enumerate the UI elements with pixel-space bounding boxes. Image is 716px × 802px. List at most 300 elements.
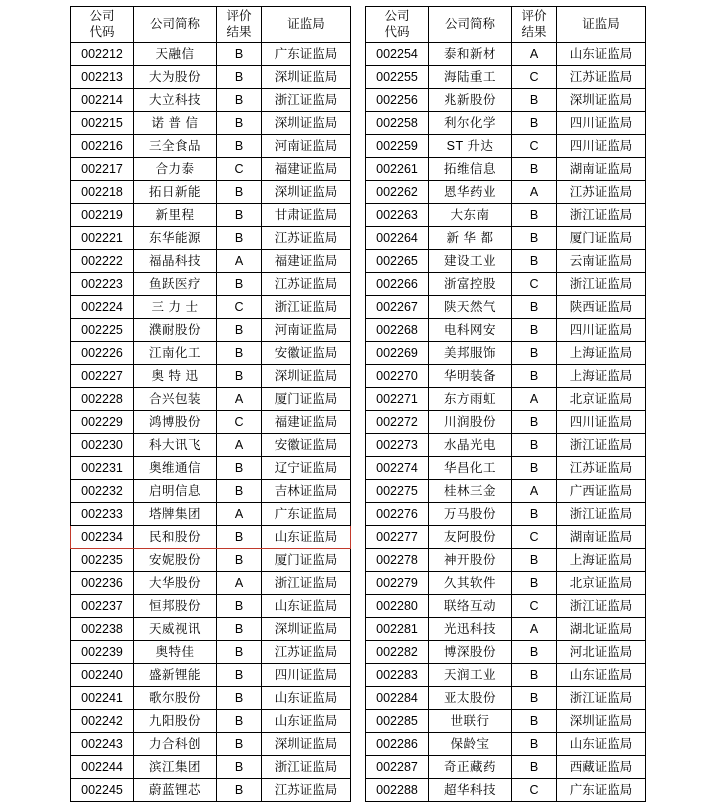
table-row [366, 779, 646, 802]
header-rating-result [217, 7, 262, 43]
table-row [366, 664, 646, 687]
cell-bureau: 深圳证监局 [262, 181, 351, 204]
cell-company-name: 濮耐股份 [134, 319, 217, 342]
cell-rating-result: B [217, 641, 262, 664]
table-row [366, 204, 646, 227]
cell-bureau: 河南证监局 [262, 135, 351, 158]
table-row [71, 365, 351, 388]
cell-company-name: 合兴包装 [134, 388, 217, 411]
cell-bureau: 山东证监局 [262, 526, 351, 549]
cell-company-code: 002219 [71, 204, 134, 227]
table-row [366, 710, 646, 733]
table-row [366, 526, 646, 549]
cell-rating-result: B [512, 158, 557, 181]
cell-rating-result: B [512, 204, 557, 227]
table-row [366, 135, 646, 158]
cell-company-code: 002229 [71, 411, 134, 434]
cell-rating-result: B [217, 756, 262, 779]
cell-company-code: 002222 [71, 250, 134, 273]
cell-company-code: 002262 [366, 181, 429, 204]
cell-company-name: 新里程 [134, 204, 217, 227]
cell-company-name: 友阿股份 [429, 526, 512, 549]
cell-rating-result: B [217, 365, 262, 388]
cell-bureau: 北京证监局 [557, 388, 646, 411]
cell-rating-result: B [217, 733, 262, 756]
table-row [366, 158, 646, 181]
cell-bureau: 浙江证监局 [262, 296, 351, 319]
cell-rating-result: B [512, 434, 557, 457]
cell-rating-result: B [512, 319, 557, 342]
cell-bureau: 福建证监局 [262, 411, 351, 434]
table-row [71, 457, 351, 480]
cell-rating-result: B [512, 756, 557, 779]
cell-rating-result: B [217, 66, 262, 89]
cell-rating-result: C [512, 779, 557, 802]
cell-company-name: 塔牌集团 [134, 503, 217, 526]
cell-rating-result: B [512, 549, 557, 572]
rating-table-right [365, 6, 646, 802]
cell-company-name: 川润股份 [429, 411, 512, 434]
cell-company-name: 奥特佳 [134, 641, 217, 664]
cell-company-name: 桂林三金 [429, 480, 512, 503]
table-row [366, 388, 646, 411]
cell-company-code: 002258 [366, 112, 429, 135]
cell-company-name: 力合科创 [134, 733, 217, 756]
cell-bureau: 云南证监局 [557, 250, 646, 273]
cell-company-name: 江南化工 [134, 342, 217, 365]
table-row [71, 733, 351, 756]
table-row [366, 365, 646, 388]
cell-company-code: 002270 [366, 365, 429, 388]
cell-company-name: 大华股份 [134, 572, 217, 595]
cell-rating-result: B [217, 549, 262, 572]
cell-company-name: 万马股份 [429, 503, 512, 526]
cell-company-code: 002233 [71, 503, 134, 526]
cell-bureau: 湖北证监局 [557, 618, 646, 641]
cell-company-code: 002272 [366, 411, 429, 434]
table-row [366, 457, 646, 480]
cell-rating-result: B [217, 526, 262, 549]
cell-company-name: 天威视讯 [134, 618, 217, 641]
cell-company-name: 美邦服饰 [429, 342, 512, 365]
cell-bureau: 浙江证监局 [262, 756, 351, 779]
table-row [71, 618, 351, 641]
cell-company-name: ST 升达 [429, 135, 512, 158]
table-row [366, 43, 646, 66]
header-company-code [366, 7, 429, 43]
cell-rating-result: A [217, 250, 262, 273]
cell-company-name: 九阳股份 [134, 710, 217, 733]
cell-rating-result: B [217, 457, 262, 480]
cell-company-code: 002230 [71, 434, 134, 457]
cell-bureau: 安徽证监局 [262, 342, 351, 365]
cell-company-name: 滨江集团 [134, 756, 217, 779]
table-row [366, 480, 646, 503]
cell-company-code: 002256 [366, 89, 429, 112]
cell-company-name: 新 华 都 [429, 227, 512, 250]
cell-company-code: 002275 [366, 480, 429, 503]
cell-company-code: 002236 [71, 572, 134, 595]
cell-company-name: 安妮股份 [134, 549, 217, 572]
cell-company-code: 002282 [366, 641, 429, 664]
cell-rating-result: B [512, 503, 557, 526]
cell-company-code: 002273 [366, 434, 429, 457]
cell-company-code: 002216 [71, 135, 134, 158]
cell-company-code: 002255 [366, 66, 429, 89]
cell-bureau: 福建证监局 [262, 250, 351, 273]
cell-bureau: 河南证监局 [262, 319, 351, 342]
table-body-right [366, 43, 646, 802]
cell-company-name: 恩华药业 [429, 181, 512, 204]
cell-bureau: 山东证监局 [262, 687, 351, 710]
cell-bureau: 山东证监局 [557, 664, 646, 687]
table-row [366, 227, 646, 250]
cell-company-name: 神开股份 [429, 549, 512, 572]
cell-rating-result: B [512, 457, 557, 480]
cell-bureau: 深圳证监局 [262, 365, 351, 388]
cell-company-code: 002286 [366, 733, 429, 756]
table-row [71, 89, 351, 112]
table-row [366, 641, 646, 664]
cell-bureau: 厦门证监局 [262, 388, 351, 411]
cell-company-name: 科大讯飞 [134, 434, 217, 457]
table-header-left [71, 7, 351, 43]
cell-bureau: 浙江证监局 [262, 89, 351, 112]
cell-bureau: 福建证监局 [262, 158, 351, 181]
header-row [366, 7, 646, 43]
table-row [71, 296, 351, 319]
table-row [366, 687, 646, 710]
cell-company-code: 002223 [71, 273, 134, 296]
table-row [366, 296, 646, 319]
cell-rating-result: C [512, 595, 557, 618]
cell-rating-result: B [217, 227, 262, 250]
cell-bureau: 深圳证监局 [557, 710, 646, 733]
cell-bureau: 北京证监局 [557, 572, 646, 595]
table-row [366, 756, 646, 779]
cell-rating-result: A [512, 618, 557, 641]
cell-company-code: 002234 [71, 526, 134, 549]
cell-bureau: 江苏证监局 [557, 457, 646, 480]
table-header-right [366, 7, 646, 43]
cell-company-code: 002274 [366, 457, 429, 480]
tables-container [0, 6, 716, 802]
cell-company-code: 002279 [366, 572, 429, 595]
cell-company-code: 002245 [71, 779, 134, 802]
table-row [71, 526, 351, 549]
cell-company-name: 华明装备 [429, 365, 512, 388]
cell-bureau: 山东证监局 [262, 595, 351, 618]
cell-rating-result: B [512, 250, 557, 273]
cell-bureau: 浙江证监局 [557, 503, 646, 526]
cell-company-code: 002243 [71, 733, 134, 756]
table-row [366, 549, 646, 572]
cell-company-code: 002280 [366, 595, 429, 618]
table-row [71, 388, 351, 411]
cell-company-name: 三 力 士 [134, 296, 217, 319]
cell-company-code: 002231 [71, 457, 134, 480]
cell-bureau: 浙江证监局 [557, 595, 646, 618]
cell-rating-result: B [512, 342, 557, 365]
cell-company-name: 大为股份 [134, 66, 217, 89]
cell-bureau: 江苏证监局 [557, 66, 646, 89]
table-row [71, 710, 351, 733]
cell-company-name: 浙富控股 [429, 273, 512, 296]
table-row [71, 480, 351, 503]
table-row [366, 618, 646, 641]
table-row [71, 227, 351, 250]
cell-rating-result: C [512, 66, 557, 89]
cell-company-name: 电科网安 [429, 319, 512, 342]
cell-company-name: 光迅科技 [429, 618, 512, 641]
cell-company-code: 002228 [71, 388, 134, 411]
table-row [71, 342, 351, 365]
table-row [366, 733, 646, 756]
cell-company-code: 002225 [71, 319, 134, 342]
cell-company-name: 联络互动 [429, 595, 512, 618]
cell-company-code: 002214 [71, 89, 134, 112]
cell-company-name: 陕天然气 [429, 296, 512, 319]
header-company-code-line1: 公司 [384, 9, 410, 23]
cell-bureau: 四川证监局 [557, 135, 646, 158]
cell-rating-result: C [512, 135, 557, 158]
header-rating-result-line2: 结果 [226, 24, 252, 39]
header-company-code-line1: 公司 [89, 9, 115, 23]
header-bureau: 证监局 [557, 7, 646, 43]
cell-bureau: 四川证监局 [262, 664, 351, 687]
cell-company-code: 002267 [366, 296, 429, 319]
cell-rating-result: B [217, 618, 262, 641]
cell-bureau: 厦门证监局 [262, 549, 351, 572]
table-row [366, 66, 646, 89]
cell-company-code: 002227 [71, 365, 134, 388]
cell-bureau: 深圳证监局 [262, 112, 351, 135]
header-rating-result-line1: 评价 [226, 9, 252, 23]
cell-bureau: 浙江证监局 [557, 204, 646, 227]
table-row [71, 756, 351, 779]
cell-company-name: 东方雨虹 [429, 388, 512, 411]
cell-bureau: 江苏证监局 [262, 273, 351, 296]
table-row [71, 549, 351, 572]
cell-company-name: 保龄宝 [429, 733, 512, 756]
table-row [71, 135, 351, 158]
cell-rating-result: B [512, 296, 557, 319]
cell-bureau: 浙江证监局 [557, 687, 646, 710]
cell-rating-result: B [217, 89, 262, 112]
cell-rating-result: B [512, 641, 557, 664]
cell-rating-result: A [217, 503, 262, 526]
table-row [366, 89, 646, 112]
cell-bureau: 深圳证监局 [262, 66, 351, 89]
table-row [366, 250, 646, 273]
cell-company-name: 蔚蓝锂芯 [134, 779, 217, 802]
header-company-code [71, 7, 134, 43]
cell-company-name: 利尔化学 [429, 112, 512, 135]
cell-company-name: 诺 普 信 [134, 112, 217, 135]
cell-company-name: 三全食品 [134, 135, 217, 158]
cell-rating-result: B [217, 43, 262, 66]
cell-bureau: 四川证监局 [557, 411, 646, 434]
cell-company-code: 002224 [71, 296, 134, 319]
header-company-code-line2: 代码 [89, 24, 115, 39]
cell-company-code: 002226 [71, 342, 134, 365]
cell-rating-result: B [217, 480, 262, 503]
cell-company-code: 002284 [366, 687, 429, 710]
cell-rating-result: A [217, 572, 262, 595]
cell-company-name: 合力泰 [134, 158, 217, 181]
cell-company-code: 002213 [71, 66, 134, 89]
cell-rating-result: B [217, 687, 262, 710]
cell-bureau: 湖南证监局 [557, 158, 646, 181]
cell-bureau: 浙江证监局 [557, 434, 646, 457]
cell-company-code: 002263 [366, 204, 429, 227]
rating-table-left [70, 6, 351, 802]
cell-company-name: 天润工业 [429, 664, 512, 687]
cell-rating-result: C [217, 158, 262, 181]
table-row [71, 411, 351, 434]
cell-company-name: 鱼跃医疗 [134, 273, 217, 296]
cell-company-name: 盛新锂能 [134, 664, 217, 687]
cell-company-code: 002266 [366, 273, 429, 296]
cell-company-code: 002254 [366, 43, 429, 66]
cell-company-name: 久其软件 [429, 572, 512, 595]
cell-bureau: 西藏证监局 [557, 756, 646, 779]
cell-rating-result: B [512, 227, 557, 250]
cell-company-name: 超华科技 [429, 779, 512, 802]
cell-bureau: 江苏证监局 [262, 641, 351, 664]
table-row [71, 112, 351, 135]
cell-bureau: 广西证监局 [557, 480, 646, 503]
table-row [366, 411, 646, 434]
cell-bureau: 山东证监局 [557, 43, 646, 66]
cell-bureau: 山东证监局 [557, 733, 646, 756]
cell-bureau: 江苏证监局 [262, 779, 351, 802]
header-rating-result [512, 7, 557, 43]
cell-bureau: 深圳证监局 [262, 733, 351, 756]
cell-company-name: 世联行 [429, 710, 512, 733]
header-rating-result-line1: 评价 [521, 9, 547, 23]
cell-bureau: 辽宁证监局 [262, 457, 351, 480]
cell-rating-result: B [217, 779, 262, 802]
cell-company-code: 002283 [366, 664, 429, 687]
header-company-code-line2: 代码 [384, 24, 410, 39]
cell-rating-result: A [512, 43, 557, 66]
cell-rating-result: B [512, 112, 557, 135]
table-row [71, 503, 351, 526]
cell-bureau: 江苏证监局 [557, 181, 646, 204]
header-rating-result-line2: 结果 [521, 24, 547, 39]
cell-rating-result: B [217, 273, 262, 296]
cell-company-code: 002241 [71, 687, 134, 710]
table-row [366, 112, 646, 135]
cell-rating-result: B [217, 204, 262, 227]
table-row [71, 434, 351, 457]
cell-company-code: 002259 [366, 135, 429, 158]
cell-bureau: 广东证监局 [557, 779, 646, 802]
table-row [71, 273, 351, 296]
cell-company-code: 002265 [366, 250, 429, 273]
cell-bureau: 湖南证监局 [557, 526, 646, 549]
cell-bureau: 四川证监局 [557, 319, 646, 342]
table-row [71, 641, 351, 664]
cell-bureau: 上海证监局 [557, 342, 646, 365]
cell-rating-result: A [512, 480, 557, 503]
cell-company-code: 002278 [366, 549, 429, 572]
cell-company-code: 002288 [366, 779, 429, 802]
cell-company-name: 兆新股份 [429, 89, 512, 112]
cell-company-code: 002240 [71, 664, 134, 687]
cell-company-name: 拓日新能 [134, 181, 217, 204]
cell-bureau: 甘肃证监局 [262, 204, 351, 227]
cell-rating-result: B [217, 664, 262, 687]
cell-company-name: 奥维通信 [134, 457, 217, 480]
cell-company-code: 002285 [366, 710, 429, 733]
table-row [366, 503, 646, 526]
cell-rating-result: A [512, 388, 557, 411]
cell-company-name: 水晶光电 [429, 434, 512, 457]
cell-rating-result: B [512, 687, 557, 710]
cell-rating-result: B [512, 710, 557, 733]
cell-company-code: 002235 [71, 549, 134, 572]
table-row [71, 250, 351, 273]
cell-rating-result: B [217, 319, 262, 342]
cell-company-code: 002215 [71, 112, 134, 135]
cell-company-name: 天融信 [134, 43, 217, 66]
cell-bureau: 广东证监局 [262, 503, 351, 526]
cell-rating-result: B [217, 112, 262, 135]
cell-company-code: 002281 [366, 618, 429, 641]
header-company-name: 公司简称 [429, 7, 512, 43]
cell-rating-result: B [217, 135, 262, 158]
cell-rating-result: C [217, 296, 262, 319]
table-row [71, 204, 351, 227]
cell-company-name: 亚太股份 [429, 687, 512, 710]
cell-company-name: 恒邦股份 [134, 595, 217, 618]
table-row [71, 664, 351, 687]
table-row [366, 434, 646, 457]
cell-company-code: 002238 [71, 618, 134, 641]
cell-rating-result: C [512, 526, 557, 549]
table-row [71, 687, 351, 710]
cell-company-name: 大东南 [429, 204, 512, 227]
cell-company-name: 鸿博股份 [134, 411, 217, 434]
cell-rating-result: B [512, 89, 557, 112]
cell-bureau: 深圳证监局 [557, 89, 646, 112]
cell-company-code: 002277 [366, 526, 429, 549]
cell-company-code: 002244 [71, 756, 134, 779]
cell-bureau: 上海证监局 [557, 549, 646, 572]
cell-company-code: 002264 [366, 227, 429, 250]
cell-rating-result: C [512, 273, 557, 296]
cell-bureau: 浙江证监局 [557, 273, 646, 296]
table-row [71, 319, 351, 342]
table-row [366, 342, 646, 365]
table-row [71, 43, 351, 66]
cell-company-code: 002217 [71, 158, 134, 181]
table-row [71, 66, 351, 89]
cell-company-name: 建设工业 [429, 250, 512, 273]
cell-bureau: 江苏证监局 [262, 227, 351, 250]
cell-rating-result: B [512, 664, 557, 687]
table-body-left [71, 43, 351, 802]
cell-company-code: 002218 [71, 181, 134, 204]
cell-company-code: 002271 [366, 388, 429, 411]
header-company-name: 公司简称 [134, 7, 217, 43]
cell-company-code: 002242 [71, 710, 134, 733]
cell-rating-result: A [217, 434, 262, 457]
cell-rating-result: A [217, 388, 262, 411]
cell-bureau: 上海证监局 [557, 365, 646, 388]
